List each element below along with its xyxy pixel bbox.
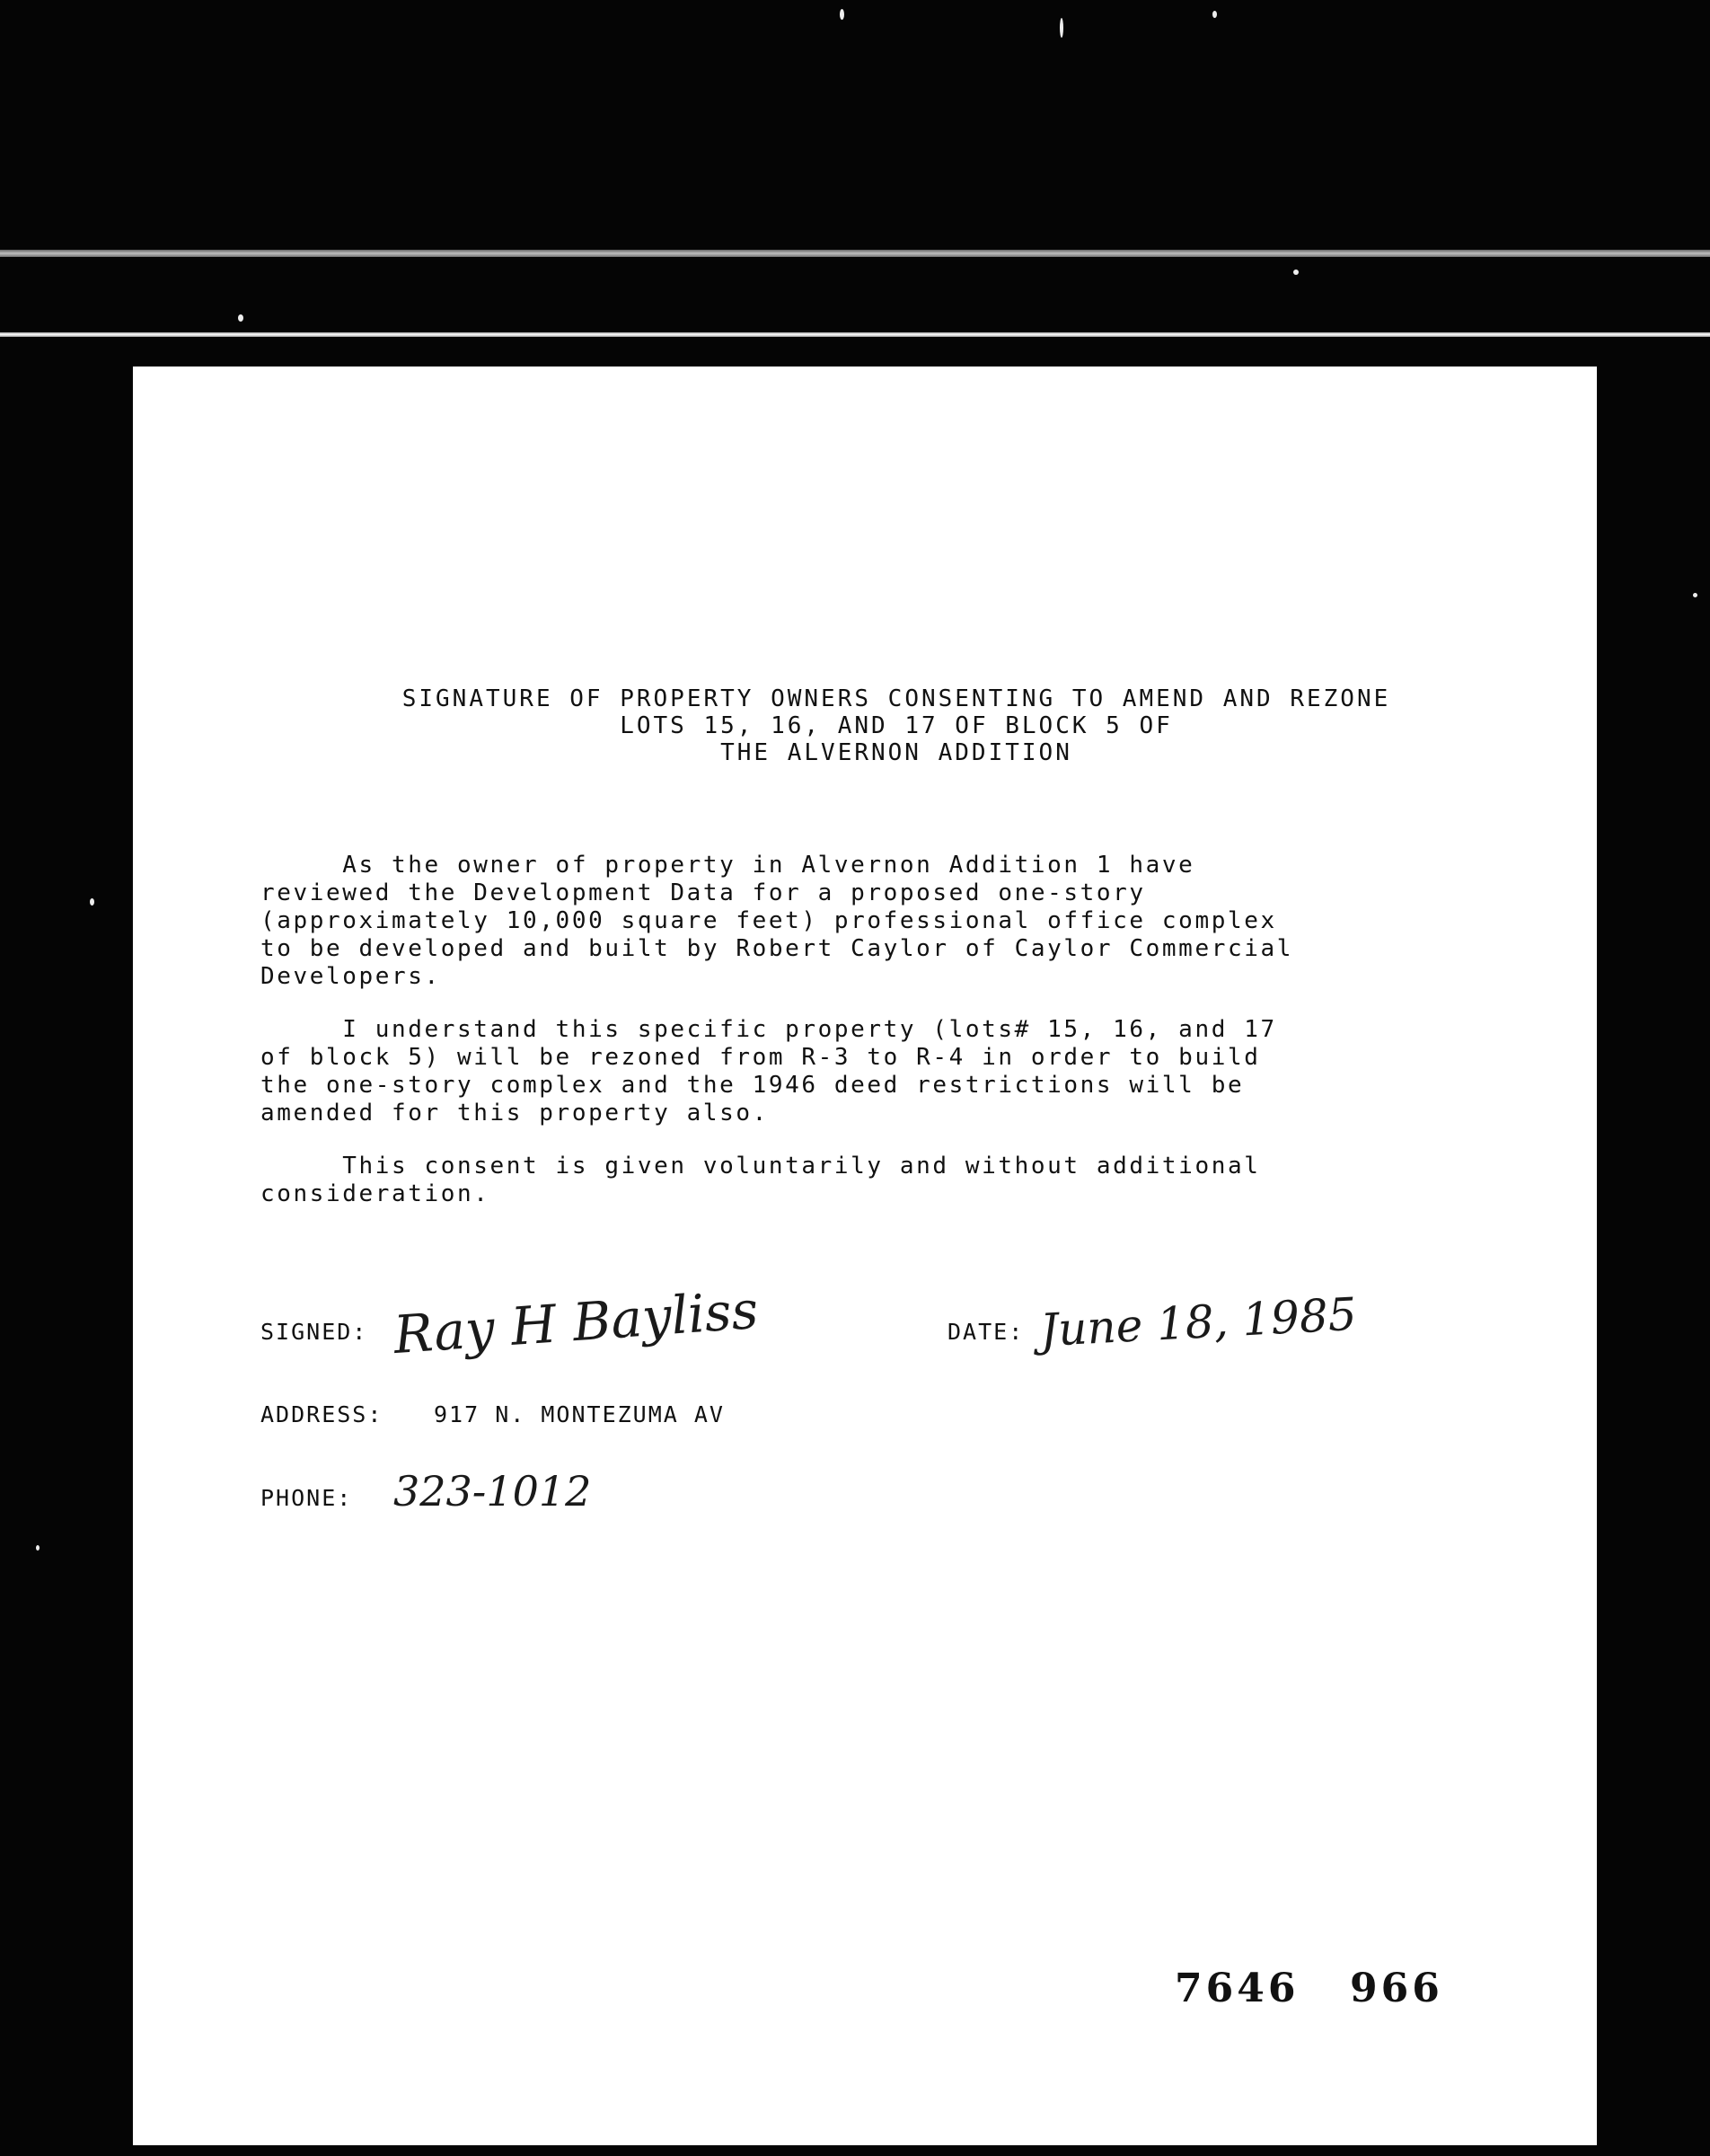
phone-value: 323-1012 <box>393 1467 592 1515</box>
paragraph-line: As the owner of property in Alvernon Addition 1 have <box>260 852 1195 879</box>
document-number-right: 966 <box>1350 1966 1443 2011</box>
signed-label: SIGNED: <box>260 1319 368 1345</box>
document-number-left: 7646 <box>1175 1966 1300 2011</box>
signature: Ray H Bayliss <box>392 1278 761 1366</box>
document-page <box>133 367 1597 2145</box>
paragraph-line: the one-story complex and the 1946 deed restrictions will be <box>260 1072 1245 1099</box>
paragraph-line: (approximately 10,000 square feet) professional office complex <box>260 907 1277 934</box>
scan-speck <box>1693 593 1697 597</box>
title-line-3: THE ALVERNON ADDITION <box>720 739 1072 766</box>
paragraph-consent <box>260 1153 1428 1208</box>
paragraph-line: amended for this property also. <box>260 1100 769 1127</box>
title-line-2: LOTS 15, 16, AND 17 OF BLOCK 5 OF <box>620 712 1173 739</box>
scan-speck <box>1212 11 1217 18</box>
date-label: DATE: <box>948 1319 1025 1345</box>
paragraph-line: I understand this specific property (lots# 15, 16, and 17 <box>260 1016 1277 1043</box>
scan-speck <box>238 314 243 322</box>
title-line-1: SIGNATURE OF PROPERTY OWNERS CONSENTING TO AMEND AND REZONE <box>401 685 1391 712</box>
paragraph-line: reviewed the Development Data for a proposed one-story <box>260 879 1146 906</box>
scan-edge-line <box>0 250 1710 257</box>
address-label: ADDRESS: <box>260 1401 383 1427</box>
scan-speck <box>1060 18 1063 38</box>
scan-edge-line <box>0 332 1710 337</box>
scan-speck <box>840 9 844 20</box>
phone-label: PHONE: <box>260 1485 353 1511</box>
paragraph-line: to be developed and built by Robert Caylor of Caylor Commercial <box>260 935 1293 962</box>
scan-speck <box>1293 270 1299 275</box>
scan-speck <box>36 1545 40 1551</box>
scan-speck <box>90 898 94 906</box>
paragraph-line: Developers. <box>260 963 441 990</box>
document-title <box>313 685 1480 766</box>
paragraph-rezoning <box>260 1016 1428 1127</box>
paragraph-line: consideration. <box>260 1180 490 1207</box>
paragraph-ownership <box>260 852 1428 991</box>
address-value: 917 N. MONTEZUMA AV <box>434 1401 725 1427</box>
paragraph-line: of block 5) will be rezoned from R-3 to R-4 in order to build <box>260 1044 1261 1071</box>
date-value: June 18, 1985 <box>1038 1287 1358 1357</box>
paragraph-line: This consent is given voluntarily and without additional <box>260 1153 1261 1180</box>
